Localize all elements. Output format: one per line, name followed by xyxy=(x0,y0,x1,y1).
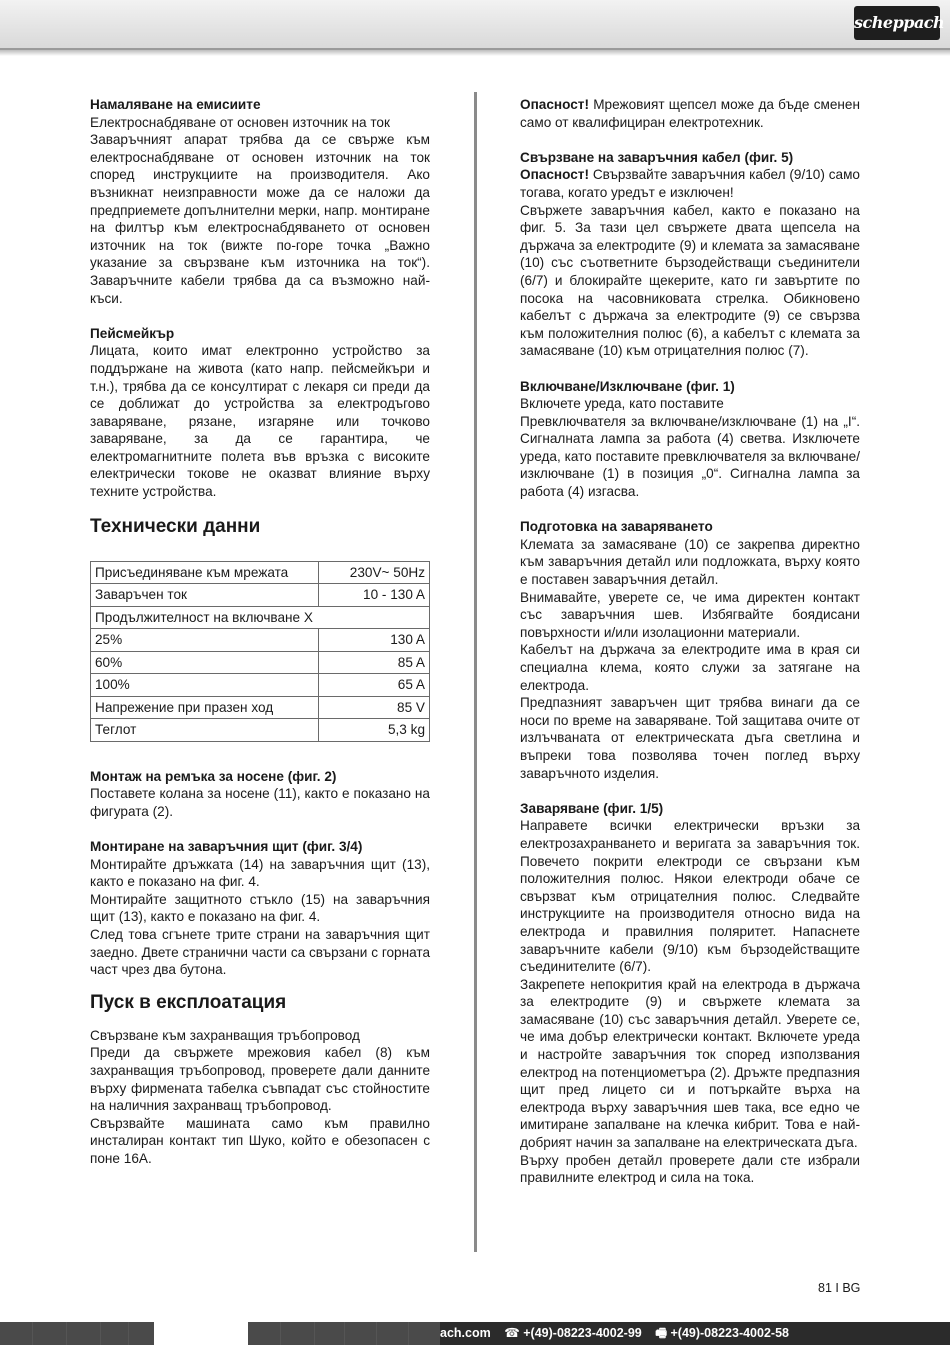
tech-data-heading: Технически данни xyxy=(90,515,261,537)
emissions-text: Заваръчният апарат трябва да се свърже към електроснабдяване от основен източник на ток според инструкциите на производителя. Ако възникнат неизправности може да се наложи да предприемете допълнителни мерки, напр. монтиране на филтър към електроснабдяването от основен източник на ток (вижте по-горе точка „Важно указание за свързване към източника на ток“). Заваръчните кабели трябва да са възможно най-къси. xyxy=(90,132,430,306)
spec-value: 65 A xyxy=(319,674,430,697)
spec-row xyxy=(91,629,430,652)
spec-label: Заваръчен ток xyxy=(91,584,319,607)
startup-heading: Пуск в експлоатация xyxy=(90,991,287,1013)
shield-text-3: След това сгънете трите страни на заваръчния щит заедно. Двете странични части са свързани с горната част чрез два бутона. xyxy=(90,927,430,978)
welding-text-3: Върху пробен детайл проверете дали сте избрали правилните електрод и сила на тока. xyxy=(520,1152,860,1186)
prep-text-2: Внимавайте, уверете се, че има директен контакт със заваръчния шев. Избягвайте боядисани повърхности и/или изолационни материали. xyxy=(520,589,860,640)
strap-heading: Монтаж на ремъка за носене (фиг. 2) xyxy=(90,768,337,784)
spec-label: 100% xyxy=(91,674,319,697)
cable-danger-label: Опасност! xyxy=(520,167,589,183)
brand-logo: scheppach xyxy=(854,6,940,40)
spec-label: Напрежение при празен ход xyxy=(91,696,319,719)
pacemaker-heading: Пейсмейкър xyxy=(90,325,175,341)
spec-row xyxy=(91,674,430,697)
spec-value: 130 A xyxy=(319,629,430,652)
spec-label: Присъединяване към мрежата xyxy=(91,561,319,584)
spec-table xyxy=(90,561,430,742)
spec-row xyxy=(91,606,430,629)
spec-row xyxy=(91,561,430,584)
cable-danger-text: Свързвайте заваръчния кабел (9/10) само тогава, когато уредът е изключен! xyxy=(520,167,860,200)
prep-text-3: Кабелът на държача за електродите има в края си специална клема, която служи за затягане на електрода. xyxy=(520,642,860,693)
spec-value: 85 A xyxy=(319,651,430,674)
startup-text-2: Свързвайте машината само към правилно инсталиран контакт тип Шуко, който е обезопасен с поне 16A. xyxy=(90,1115,430,1166)
shield-text-1: Монтирайте дръжката (14) на заваръчния щит (13), както е показано на фиг. 4. xyxy=(90,856,430,890)
spec-row xyxy=(91,584,430,607)
spec-label: 60% xyxy=(91,651,319,674)
column-divider xyxy=(474,92,477,1252)
cable-heading: Свързване на заваръчния кабел (фиг. 5) xyxy=(520,149,794,165)
strap-text: Поставете колана за носене (11), както е показано на фигурата (2). xyxy=(90,786,430,819)
cable-text: Свържете заваръчния кабел, както е показано на фиг. 5. За тази цел свържете двата щепсела на държача за електродите (9) и клемата за замасяване (10) със съответните бързодействащи съединители (6/7) и блокирайте щекерите, като ги завъртите по посока на часовниковата стрелка. Обикновено кабелът с държача за електродите (9) се свързва към положителния полюс (6), а кабелът с клемата за замасяване (10) към отрицателния полюс (7). xyxy=(520,202,860,359)
welding-text-2: Закрепете непокрития край на електрода в държача за електродите (9) и свържете клемата за замасяване (10) със заваръчния детайл. Уверете се, че има добър електрически контакт. Включете уреда и настройте заваръчния ток според използвания електрод на потенциометъра (2). Дръжте предпазния щит пред лицето си и потъркайте върха на електрода върху заваръчния шев така, все едно че имитиране запалване на клечка кибрит. Това е най-добрият начин за запалване на електрическата дъга. xyxy=(520,976,860,1151)
header-bar xyxy=(0,0,950,50)
shield-heading: Монтиране на заваръчния щит (фиг. 3/4) xyxy=(90,839,363,855)
emissions-subheading: Електроснабдяване от основен източник на ток xyxy=(90,114,390,130)
spec-row xyxy=(91,719,430,742)
right-column xyxy=(520,96,860,1187)
footer-contact xyxy=(440,1324,799,1342)
cable-danger-note xyxy=(520,166,860,201)
danger-label: Опасност! xyxy=(520,97,589,112)
header-shadow xyxy=(0,50,950,56)
danger-note xyxy=(520,96,860,131)
prep-heading: Подготовка на заваряването xyxy=(520,519,713,535)
footer-phone: ☎ +(49)-08223-4002-99 xyxy=(504,1326,642,1340)
pacemaker-text: Лицата, които имат електронно устройство за поддържане на живота (като напр. пейсмейкъри и т.н.), трябва да се консултират с лекаря си преди да се доближат до устройства за електродъгово заваряване, рязане, изгаряне или точково заваряване, за да се гарантира, че електромагнитните полета във връзка с високите електрически токове не оказват влияние върху техните устройства. xyxy=(90,343,430,500)
shield-text-2: Монтирайте защитното стъкло (15) на заваръчния щит (13), както е показано на фиг. 4. xyxy=(90,891,430,925)
onoff-text-1: Включете уреда, като поставите xyxy=(520,396,724,412)
danger-text: Мрежовият щепсел може да бъде сменен само от квалифициран електротехник. xyxy=(520,97,860,130)
spec-value: 5,3 kg xyxy=(319,719,430,742)
prep-text-4: Предпазният заваръчен щит трябва винаги да се носи по време на заваряване. Той защитава очите от излъчваната от електрическата дъга светлина и въпреки това позволява точен поглед върху заваръчното изделия. xyxy=(520,695,860,781)
spec-value: 10 - 130 A xyxy=(319,584,430,607)
spec-label: 25% xyxy=(91,629,319,652)
footer-fax: 🖷 +(49)-08223-4002-58 xyxy=(655,1326,789,1340)
onoff-heading: Включване/Изключване (фиг. 1) xyxy=(520,378,735,394)
footer-website: ach.com xyxy=(440,1326,491,1340)
startup-subheading: Свързване към захранващия тръбопровод xyxy=(90,1027,360,1043)
startup-text-1: Преди да свържете мрежовия кабел (8) към захранващия тръбопровод, проверете дали данните върху фирмената табелка съвпадат със стойностите на наличния захранващ тръбопровод. xyxy=(90,1045,430,1114)
welding-heading: Заваряване (фиг. 1/5) xyxy=(520,800,664,816)
spec-value: 85 V xyxy=(319,696,430,719)
spec-label: Продължителност на включване X xyxy=(91,606,430,629)
spec-label: Теглот xyxy=(91,719,319,742)
welding-text-1: Направете всички електрически връзки за електрозахранването и веригата за заваръчния ток. Повечето покрити електроди се свързани към положителния полюс. Някои електроди обаче се свързват към отрицателния полюс. Следвайте инструкциите на производителя относно вида на електрода и правилния поляритет. Напаснете заваръчните кабели (9/10) към бързодействащите съединителите (6/7). xyxy=(520,818,860,975)
page-number: 81 I BG xyxy=(818,1281,861,1295)
onoff-text-2: Превключвателя за включване/изключване (1) на „I“. Сигналната лампа за работа (4) светва. Изключете уреда, като поставите превключвателя за включване/изключване (1) в позиция „0“. Сигнална лампа за работа (4) изгасва. xyxy=(520,413,860,500)
prep-text-1: Клемата за замасяване (10) се закрепва директно към заваръчния детайл или подложката, върху която е поставен заваръчния детайл. xyxy=(520,536,860,588)
spec-row xyxy=(91,651,430,674)
spec-row xyxy=(91,696,430,719)
left-column xyxy=(90,96,430,1168)
spec-value: 230V~ 50Hz xyxy=(319,561,430,584)
emissions-heading: Намаляване на емисиите xyxy=(90,97,261,112)
